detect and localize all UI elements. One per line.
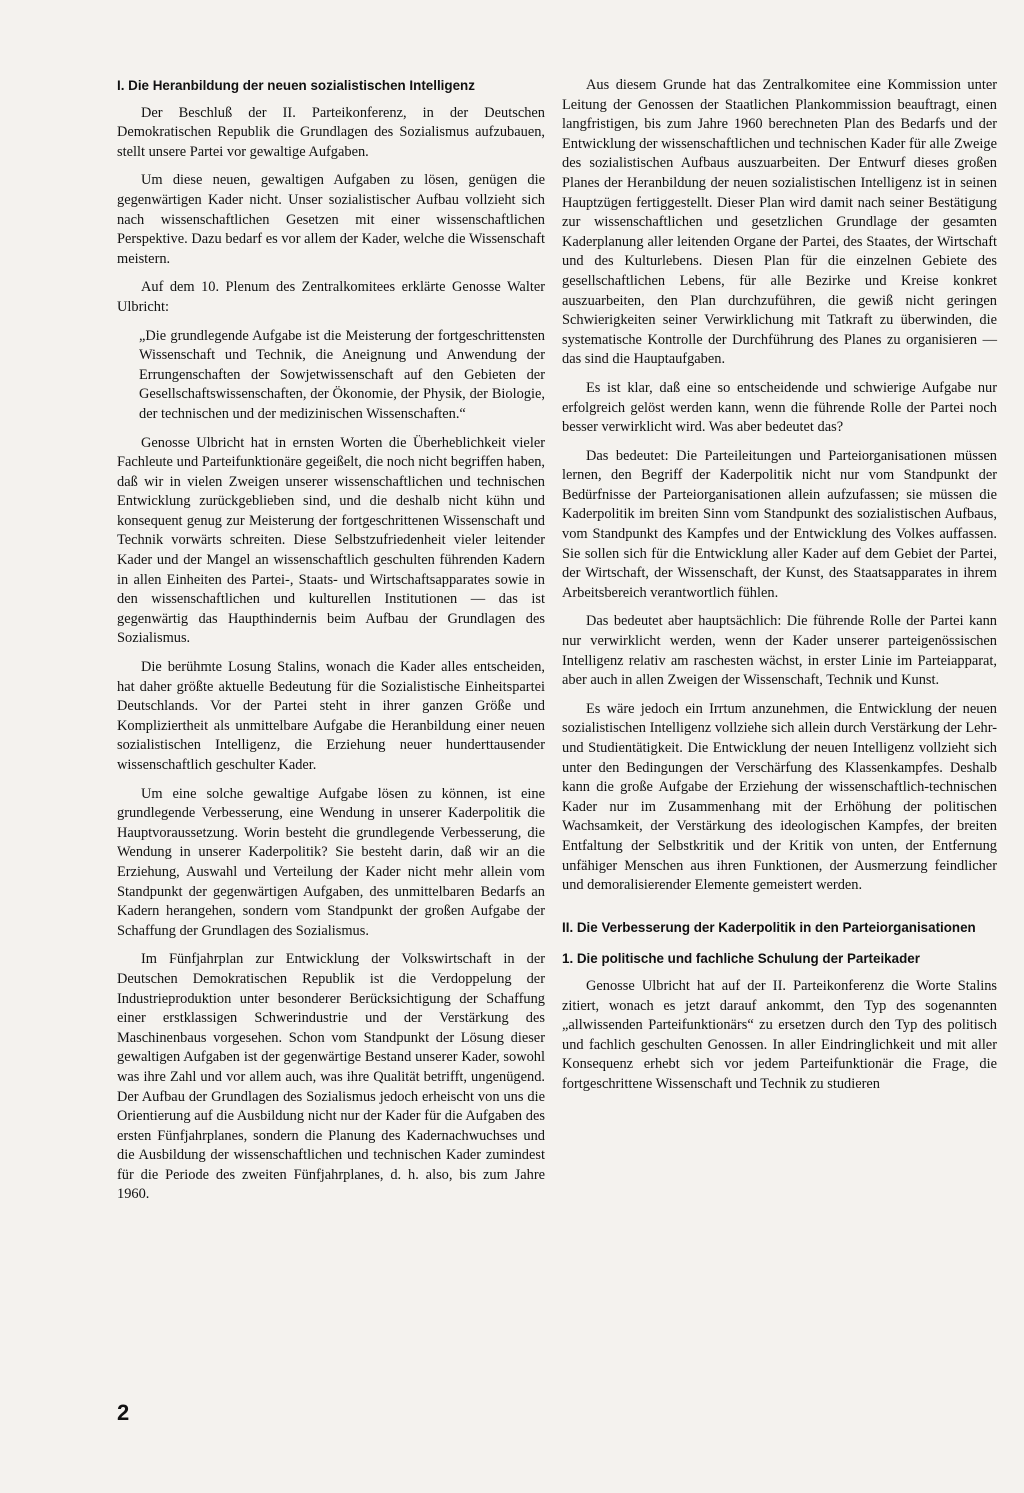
paragraph: Das bedeutet aber hauptsächlich: Die führende Rolle der Partei kann nur verwirklicht werden, wenn der Kader unserer parteigenössischen Intelligenz relativ am raschesten wächst, in erster Linie im Parteiapparat, aber auch in allen Zweigen der Wissenschaft, Technik und Kunst. [562, 613, 997, 689]
ulbricht-quote: „Die grundlegende Aufgabe ist die Meisterung der fortgeschrittensten Wissenschaft und Technik, die Aneignung und Anwendung der Errungenschaften der Sowjetwissenschaft auf den Gebieten der Gesellschaftswissenschaften, der Ökonomie, der Physik, der Biologie, der technischen und der medizinischen Wissenschaften.“ [139, 327, 545, 422]
paragraph: Auf dem 10. Plenum des Zentralkomitees erklärte Genosse Walter Ulbricht: [117, 279, 545, 315]
right-column [562, 76, 997, 1104]
page-number: 2 [117, 1400, 130, 1425]
paragraph: Genosse Ulbricht hat in ernsten Worten die Überheblichkeit vieler Fachleute und Parteifunktionäre gegeißelt, die noch nicht begriffen haben, daß wir in vielen Zweigen unserer wissenschaftlichen und technischen Entwicklung zurückgeblieben sind, und die deshalb nicht kühn und konsequent genug zur Meisterung der fortgeschrittenen Wissenschaft und Technik vorwärts schreiten. Diese Selbstzufriedenheit vieler leitender Kader und der Mangel an wissenschaftlich geschulten führenden Kadern in allen Einheiten des Partei-, Staats- und Wirtschaftsapparates sowie in den wissenschaftlichen und kulturellen Institutionen — das ist gegenwärtig das Haupthindernis beim Aufbau der Grundlagen des Sozialismus. [117, 434, 545, 647]
paragraph: Die berühmte Losung Stalins, wonach die Kader alles entscheiden, hat daher größte aktuelle Bedeutung für die Sozialistische Einheitspartei Deutschlands. Vor der Partei steht in ihrer ganzen Größe und Kompliziertheit als unmittelbare Aufgabe die Heranbildung einer neuen sozialistischen Intelligenz, die Erziehung neuer hunderttausender wissenschaftlich geschulter Kader. [117, 659, 545, 773]
subsection-heading: 1. Die politische und fachliche Schulung der Parteikader [562, 951, 920, 967]
paragraph: Genosse Ulbricht hat auf der II. Parteikonferenz die Worte Stalins zitiert, wonach es jetzt darauf ankommt, den Typ des sogenannten „allwissenden Parteifunktionärs“ zu ersetzen durch den Typ des politisch und fachlich geschulten Genossen. In aller Eindringlichkeit und mit aller Konsequenz erhebt sich vor jedem Parteifunktionär die Frage, die fortgeschrittene Wissenschaft und Technik zu studieren [562, 977, 997, 1092]
section-2-heading: II. Die Verbesserung der Kaderpolitik in den Parteiorganisationen [562, 919, 976, 935]
paragraph: Um diese neuen, gewaltigen Aufgaben zu lösen, genügen die gegenwärtigen Kader nicht. Unser sozialistischer Aufbau vollzieht sich nach wissenschaftlichen Gesetzen mit einer wissenschaftlichen Perspektive. Dazu bedarf es vor allem der Kader, welche die Wissenschaft meistern. [117, 172, 545, 267]
left-column [117, 76, 545, 1214]
paragraph: Es ist klar, daß eine so entscheidende und schwierige Aufgabe nur erfolgreich gelöst werden kann, wenn die führende Rolle der Partei noch besser verwirklicht wird. Was aber bedeutet das? [562, 379, 997, 436]
section-1-heading: I. Die Heranbildung der neuen sozialistischen Intelligenz [117, 78, 475, 93]
paragraph: Im Fünfjahrplan zur Entwicklung der Volkswirtschaft in der Deutschen Demokratischen Republik ist die Verdoppelung der Industrieproduktion unter besonderer Berücksichtigung der Schaffung einer erstklassigen Schwerindustrie und der Verstärkung des Maschinenbaus vorgesehen. Schon vom Standpunkt der Lösung dieser gewaltigen Aufgaben ist der gegenwärtige Bestand unserer Kader, sowohl was ihre Zahl und vor allem auch, was ihre Qualität betrifft, ungenügend. Der Aufbau der Grundlagen des Sozialismus jedoch erheischt von uns die Orientierung auf die Ausbildung nicht nur der Kader für die Aufgaben des ersten Fünfjahrplanes, sondern die Planung des Kadernachwuchses und die Ausbildung der wissenschaftlichen und technischen Kader zumindest für die Periode des zweiten Fünfjahrplanes, d. h. also, bis zum Jahre 1960. [117, 951, 545, 1203]
paragraph: Aus diesem Grunde hat das Zentralkomitee eine Kommission unter Leitung der Genossen der Staatlichen Plankommission beauftragt, einen langfristigen, bis zum Jahre 1960 berechneten Plan des Bedarfs und der Entwicklung der wissenschaftlichen und technischen Kader für alle Zweige des sozialistischen Aufbaus auszuarbeiten. Der Entwurf dieses großen Planes der Heranbildung der neuen sozialistischen Intelligenz ist in seinen Hauptzügen fertiggestellt. Dieser Plan wird damit nach seiner Bestätigung zur wissenschaftlichen und gesetzlichen Grundlage der gesamten Kaderplanung aller leitenden Organe der Partei, des Staates, der Wirtschaft und des Kulturlebens. Diesen Plan für die einzelnen Gebiete des gesellschaftlichen Lebens, für alle Bezirke und Kreise konkret auszuarbeiten, den Plan durchzuführen, die gewiß nicht geringen Schwierigkeiten seiner Verwirklichung mit Tatkraft zu überwinden, die systematische Kontrolle der Durchführung des Planes zu organisieren — das sind die Hauptaufgaben. [562, 77, 997, 368]
paragraph: Um eine solche gewaltige Aufgabe lösen zu können, ist eine grundlegende Verbesserung, eine Wendung in unserer Kaderpolitik die Hauptvoraussetzung. Worin besteht die grundlegende Verbesserung, die Wendung in unserer Kaderpolitik? Sie besteht darin, daß wir an die Erziehung, Auswahl und Verteilung der Kader nicht mehr allein vom Standpunkt der gegenwärtigen Aufgaben, des unmittelbaren Bedarfs an Kadern herangehen, sondern vom Standpunkt der großen Aufgabe der Schaffung der Grundlagen des Sozialismus. [117, 785, 545, 939]
paragraph: Der Beschluß der II. Parteikonferenz, in der Deutschen Demokratischen Republik die Grundlagen des Sozialismus aufzubauen, stellt unsere Partei vor gewaltige Aufgaben. [117, 104, 545, 160]
paragraph: Das bedeutet: Die Parteileitungen und Parteiorganisationen müssen lernen, den Begriff der Kaderpolitik nicht nur vom Standpunkt der Bedürfnisse der Parteiorganisationen allein aufzufassen; sie müssen die Kaderpolitik im breiten Sinn vom Standpunkt des sozialistischen Aufbaus, vom Standpunkt des Kampfes und der Entwicklung des Volkes auffassen. Sie sollen sich für die Entwicklung aller Kader auf dem Gebiet der Partei, der Wirtschaft, der Wissenschaft, der Kunst, des Staatsapparates in ihrem Arbeitsbereich verantwortlich fühlen. [562, 447, 997, 601]
paragraph: Es wäre jedoch ein Irrtum anzunehmen, die Entwicklung der neuen sozialistischen Intelligenz vollziehe sich allein durch Verstärkung der Lehr- und Studientätigkeit. Die Entwicklung der neuen Intelligenz vollzieht sich unter den Bedingungen der Verschärfung des Klassenkampfes. Deshalb kann die große Aufgabe der Erziehung der wissenschaftlich-technischen Kader nur im Zusammenhang mit der Erhöhung der politischen Wachsamkeit, der Verstärkung des ideologischen Kampfes, der breiten Entfaltung der Selbstkritik und der Kritik von unten, der Entfernung unfähiger Menschen aus ihren Funktionen, der Ausmerzung feindlicher und demoralisierender Elemente gemeistert werden. [562, 700, 997, 894]
